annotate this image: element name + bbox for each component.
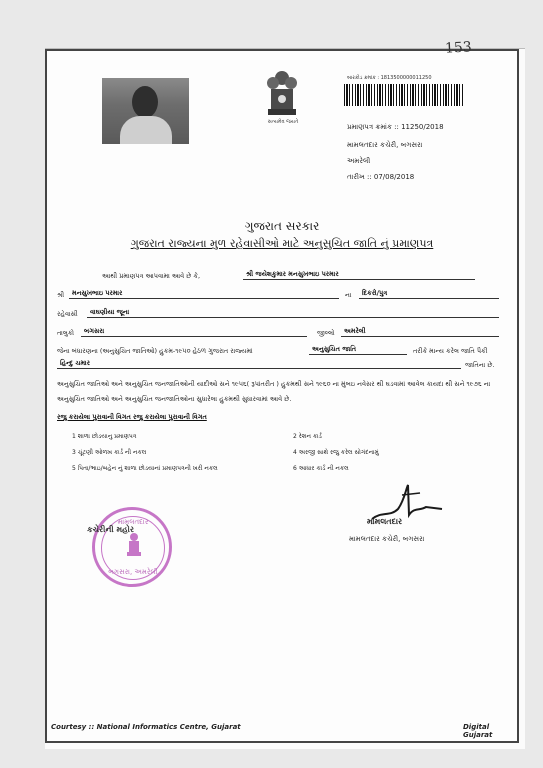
caste-category: અનુસુચિત જાતિ bbox=[309, 345, 407, 355]
caste-end: જાતિના છે. bbox=[465, 361, 495, 369]
holder-name: શ્રી જયેશકુમાર મનસુખભાઇ પરમાર bbox=[243, 270, 475, 280]
father-name: મનસુખભાઇ પરમાર bbox=[69, 289, 339, 299]
handwritten-number: 153 bbox=[444, 39, 473, 57]
district-header: અમરેલી bbox=[347, 157, 371, 165]
jillo-label: જીલ્લો bbox=[317, 329, 335, 337]
document-item: 5 પિતા/ભાઇ/બહેન નું શાળા છોડયાનાં પ્રમાણપત્રની ખરી નકલ bbox=[72, 465, 218, 472]
issue-date: તારીખ :: 07/08/2018 bbox=[347, 173, 415, 181]
document-item: 6 આધાર કાર્ડ ની નકલ bbox=[293, 465, 349, 472]
document-item: 1 શાળા છોડયાનુ પ્રમાણપત્ર bbox=[72, 433, 137, 440]
national-emblem-icon bbox=[262, 69, 302, 119]
shri-label: શ્રી bbox=[57, 291, 65, 299]
relation: દિકરો/પુત્ર bbox=[359, 289, 499, 299]
signatory-office: મામલતદાર કચેરી, બગસરા bbox=[349, 535, 425, 543]
certificate-number: પ્રમાણપત્ર ક્રમાંક :: 11250/2018 bbox=[347, 123, 444, 131]
barcode bbox=[344, 84, 464, 106]
office-seal-label: કચેરીની મહોર bbox=[87, 525, 134, 534]
office-seal-stamp bbox=[92, 507, 172, 587]
residence-label: રહેવાસી bbox=[57, 310, 78, 318]
taluka: બગસરા bbox=[81, 327, 307, 337]
issuing-office: મામલતદાર કચેરી, બગસરા bbox=[347, 141, 423, 149]
issued-to-label: આથી પ્રમાણપત્ર આપવામા આવે છે કે, bbox=[102, 272, 201, 280]
document-item: 2 રેશન કાર્ડ bbox=[293, 433, 322, 440]
legal-paragraph: અનુસુચિત જાતિઓ અને અનુસુચિત જનજાતિઓની યાદીઓ સને ૧૯૫૬( રૂપાંતરીત ) હુકમથી સને ૧૯૬૦ ના મુંબઇ નવેસર થી ઘડવામાં આવેલ કાયદા થી સને ૧૯૭૬ ના અનુસુચિત જાતિઓ અને અનુસુચિત જનજાતિઓના સુધારેલા હુકમથી સુધારવામાં આવે છે. bbox=[57, 380, 491, 403]
footer-courtesy: Courtesy :: National Informatics Centre, Gujarat bbox=[51, 723, 241, 731]
stamp-emblem-icon bbox=[125, 532, 143, 558]
certificate-frame bbox=[45, 49, 519, 743]
residence: વાઘણીયા જૂના bbox=[87, 308, 499, 318]
certificate-title: ગુજરાત રાજ્યના મુળ રહેવાસીઓ માટે અનુસુચિત જાતિ નું પ્રમાણપત્ર bbox=[130, 237, 434, 250]
footer-brand: Digital Gujarat bbox=[463, 723, 493, 739]
district-field: અમરેલી bbox=[341, 327, 499, 337]
emblem-caption: સત્યમેવ જયતે bbox=[267, 119, 299, 125]
taluka-label: તાલુકો bbox=[57, 329, 75, 337]
na-label: ના bbox=[345, 291, 352, 299]
signatory-title: મામલતદાર bbox=[367, 517, 403, 526]
government-title: ગુજરાત સરકાર bbox=[244, 219, 320, 233]
caste-name: હિન્દુ ચમાર bbox=[57, 359, 461, 369]
order-text: જેના બંધારણના (અનુસુચિત જાતિઓ) હુકમ-૧૯૫૦ હેઠળ ગુજરાત રાજ્યમાં bbox=[57, 347, 253, 355]
certificate-page bbox=[45, 48, 525, 749]
barcode-number: બારકોડ ક્રમાંક : 1813500000011250 bbox=[347, 75, 432, 81]
stamp-ring-top: મામલતદાર bbox=[117, 518, 149, 526]
caste-suffix: તરીકે માન્ય કરેલ જાતિ પૈકી bbox=[413, 347, 488, 355]
document-item: 4 અરજી સાથે રજુ કરેલ સોગંદનામું bbox=[293, 449, 379, 456]
applicant-photo bbox=[102, 78, 189, 144]
stamp-ring-bottom: બગસરા, અમરેલી bbox=[108, 568, 158, 576]
document-item: 3 ચૂંટણી ઓળખ કાર્ડ ની નકલ bbox=[72, 449, 147, 456]
documents-heading: રજુ કરાયેલા પુરાવાની વિગત રજુ કરાયેલા પુરાવાની વિગત bbox=[57, 413, 207, 421]
